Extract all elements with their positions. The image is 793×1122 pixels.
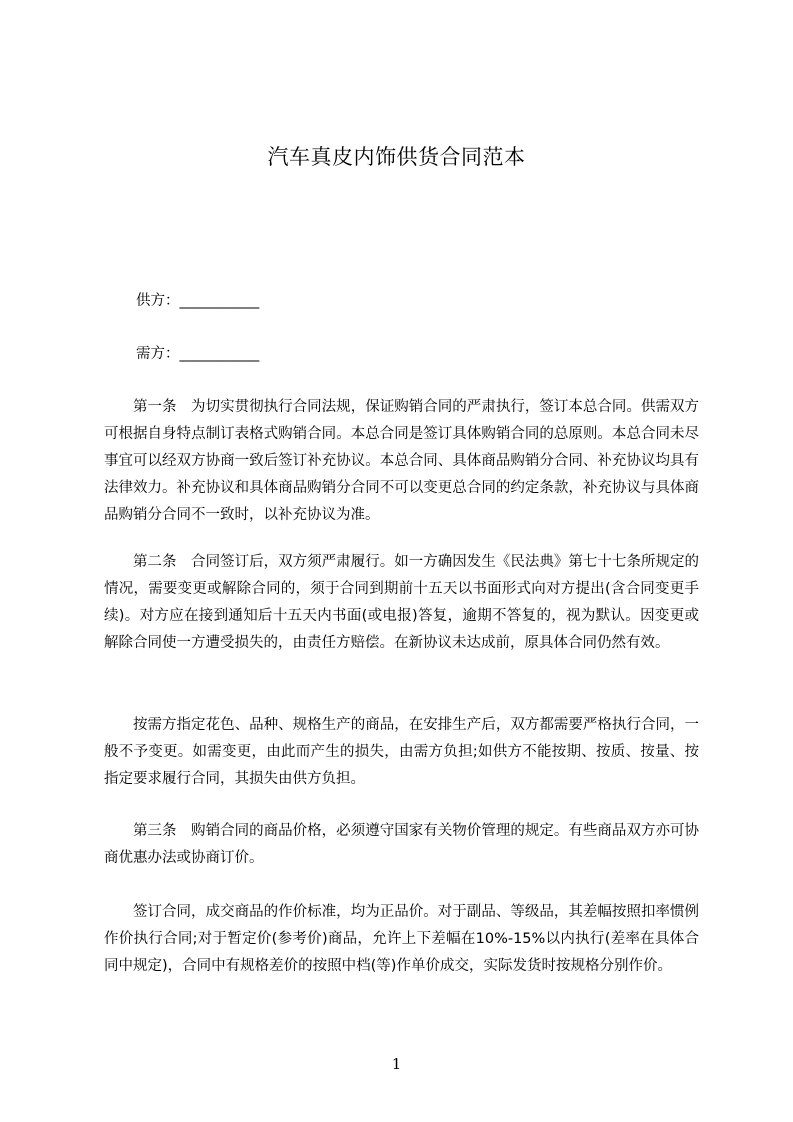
document-title: 汽车真皮内饰供货合同范本 (267, 145, 526, 169)
custom-goods-paragraph: 按需方指定花色、品种、规格生产的商品，在安排生产后，双方都需要严格执行合同，一般不予变更。如需变更，由此而产生的损失，由需方负担;如供方不能按期、按质、按量、按指定要求履行合同，其损失由供方负担。 (104, 717, 699, 787)
article-1-paragraph: 第一条 为切实贯彻执行合同法规，保证购销合同的严肃执行，签订本总合同。供需双方可根据自身特点制订表格式购销合同。本总合同是签订具体购销合同的总原则。本总合同未尽事宜可以经双方协商一致后签订补充协议。本总合同、具体商品购销分合同、补充协议均具有法律效力。补充协议和具体商品购销分合同不可以变更总合同的约定条款，补充协议与具体商品购销分合同不一致时，以补充协议为准。 (104, 399, 699, 523)
article-2-paragraph: 第二条 合同签订后，双方须严肃履行。如一方确因发生《民法典》第七十七条所规定的情况，需要变更或解除合同的，须于合同到期前十五天以书面形式向对方提出(含合同变更手续)。对方应在接到通知后十五天内书面(或电报)答复，逾期不答复的，视为默认。因变更或解除合同使一方遭受损失的，由责任方赔偿。在新协议未达成前，原具体合同仍然有效。 (104, 554, 699, 651)
article-3-paragraph: 第三条 购销合同的商品价格，必须遵守国家有关物价管理的规定。有些商品双方亦可协商优惠办法或协商订价。 (104, 823, 699, 866)
supplier-field: 供方：___________ (136, 293, 260, 309)
page-number: 1 (391, 1055, 402, 1073)
pricing-standard-paragraph: 签订合同，成交商品的作价标准，均为正品价。对于副品、等级品，其差幅按照扣率惯例作价执行合同;对于暂定价(参考价)商品，允许上下差幅在10%-15%以内执行(差率在具体合同中规定)，合同中有规格差价的按照中档(等)作单价成交，实际发货时按规格分别作价。 (104, 904, 699, 974)
buyer-field: 需方：___________ (136, 346, 260, 362)
